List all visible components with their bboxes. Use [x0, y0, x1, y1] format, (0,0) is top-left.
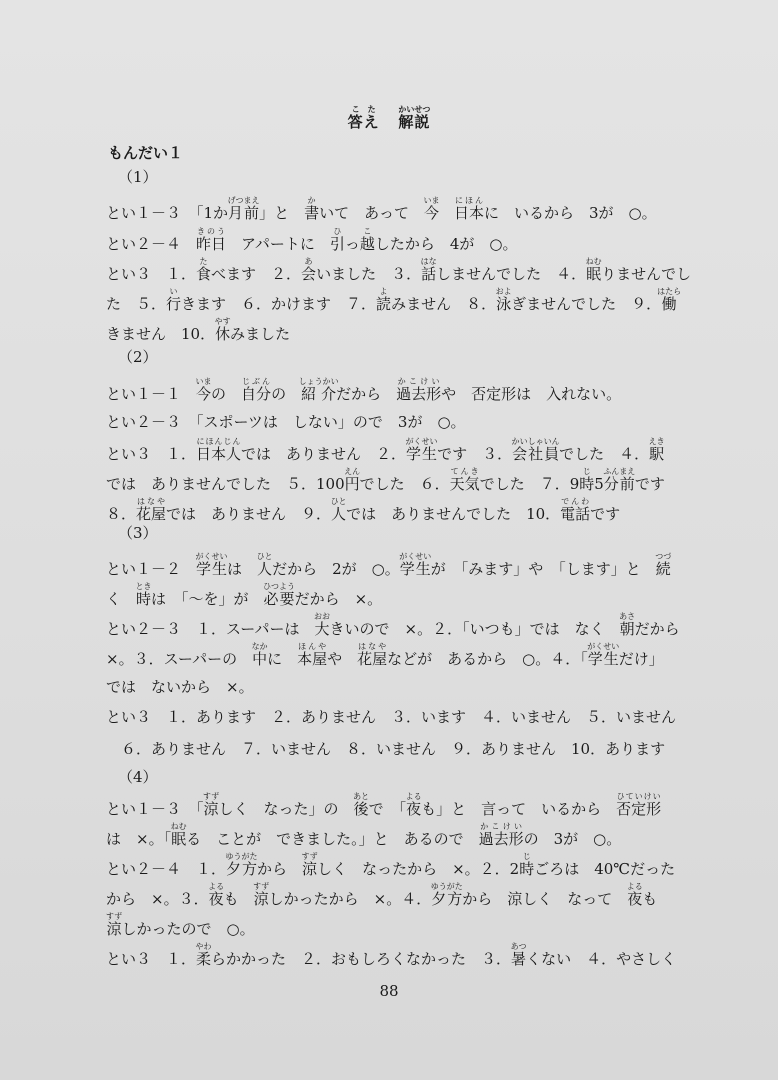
text-run: から [257, 860, 303, 878]
kanji-with-reading: 涼すず [301, 852, 318, 878]
answer-line [106, 377, 696, 409]
kanji-with-reading: 暑あつ [510, 942, 527, 968]
text-run: とい１－１ [106, 385, 197, 403]
title-explanation: 解説かいせつ [398, 104, 431, 131]
kanji-with-reading: 学生がくせい [195, 552, 228, 578]
kanji-with-reading: 昨日きのう [196, 227, 227, 253]
answer-line [106, 467, 696, 499]
text-run: く [106, 590, 137, 608]
text-run: から 涼しく なって [462, 890, 628, 908]
kanji-with-reading: 涼すず [106, 912, 123, 938]
text-run: です [590, 505, 621, 523]
kanji-with-reading: 夜よる [626, 882, 643, 908]
problem-heading: もんだい１ [108, 144, 184, 162]
kanji-with-reading: 今いま [195, 377, 212, 403]
kanji-with-reading: 越こ [359, 227, 375, 253]
answer-line [106, 942, 696, 974]
text-run: みません ８． [391, 295, 497, 313]
kanji-with-reading: 夕方ゆうがた [225, 852, 258, 878]
text-run: とい２－４ [106, 235, 197, 253]
answer-line [106, 552, 696, 584]
text-run: きます ６．かけます ７． [181, 295, 377, 313]
kanji-with-reading: 人ひと [256, 552, 273, 578]
text-run [439, 204, 454, 222]
answer-line [106, 287, 696, 319]
answer-line [106, 734, 696, 764]
text-run: とい２－３ 「スポーツは しない」ので 3が ○。 [106, 413, 466, 431]
kanji-with-reading: 会社員かいしゃいん [511, 437, 560, 463]
answer-line [106, 317, 696, 349]
page-title [0, 104, 778, 132]
text-run: です [634, 475, 665, 493]
kanji-with-reading: 中なか [251, 642, 268, 668]
text-run: とい３ １． [106, 950, 197, 968]
kanji-with-reading: 時じ [579, 467, 595, 493]
kanji-with-reading: 日本にほん [453, 196, 484, 222]
kanji-with-reading: 時じ [519, 852, 535, 878]
kanji-with-reading: 涼すず [253, 882, 270, 908]
text-run: きいので ×。２．「いつも」では なく [329, 620, 620, 638]
text-run: た ５． [106, 295, 167, 313]
kanji-with-reading: 大おお [314, 612, 331, 638]
text-run: だから ×。 [294, 590, 383, 608]
kanji-with-reading: 会あ [301, 257, 317, 283]
answer-line [106, 672, 696, 702]
kanji-with-reading: 必要ひつよう [263, 582, 296, 608]
kanji-with-reading: 後あと [353, 792, 370, 818]
kanji-with-reading: 日本人にほんじん [196, 437, 242, 463]
text-run: らかかった ２．おもしろくなかった ３． [211, 950, 512, 968]
text-run: ごろは 40℃だった [534, 860, 676, 878]
answer-line [106, 497, 696, 529]
kanji-with-reading: 読よ [376, 287, 392, 313]
text-run: も」と 言って いるから [421, 800, 617, 818]
text-run: ６．ありません ７．いません ８．いません ９．ありません 10．あります [106, 740, 666, 758]
text-run: したから 4が ○。 [374, 235, 518, 253]
text-run: いました ３． [316, 265, 422, 283]
text-run: る ことが できました。」と あるので [186, 830, 479, 848]
answer-line [106, 612, 696, 644]
kanji-with-reading: 話はな [420, 257, 437, 283]
answer-line [106, 582, 696, 614]
text-run: しく なった」の [218, 800, 354, 818]
text-run: だから [634, 620, 680, 638]
kanji-with-reading: 今いま [423, 196, 440, 222]
kanji-with-reading: 自分じぶん [241, 377, 272, 403]
text-run: ×。３．スーパーの [106, 650, 253, 668]
text-run: でした ７．9 [479, 475, 580, 493]
kanji-with-reading: 眠ねむ [585, 257, 602, 283]
text-run: 5 [594, 475, 604, 493]
text-run: きません 10． [106, 325, 216, 343]
section-label-2: （2） [118, 348, 158, 366]
kanji-with-reading: 駅えき [648, 437, 665, 463]
text-run: は ×。「 [106, 830, 172, 848]
text-run: しませんでした ４． [436, 265, 587, 283]
text-run: とい３ １．あります ２．ありません ３．います ４．いません ５．いません [106, 708, 677, 726]
text-run: が 「みます」や 「します」と [430, 560, 656, 578]
kanji-with-reading: 学生がくせい [405, 437, 438, 463]
text-run: などが あるから ○。４．「 [387, 650, 588, 668]
answer-line [106, 852, 696, 884]
answer-line [106, 407, 696, 437]
section-label-3: （3） [118, 524, 158, 542]
answer-line [106, 792, 696, 824]
kanji-with-reading: 行い [166, 287, 182, 313]
text-run: や 否定形は 入れない。 [441, 385, 622, 403]
kanji-with-reading: 本屋ほんや [297, 642, 328, 668]
answer-line [106, 912, 696, 944]
answer-line [106, 642, 696, 674]
text-run: べます ２． [211, 265, 302, 283]
answer-line [106, 227, 696, 259]
kanji-with-reading: 涼すず [202, 792, 220, 818]
kanji-with-reading: 書か [304, 196, 320, 222]
kanji-with-reading: 休やす [214, 317, 231, 343]
kanji-with-reading: 花屋はなや [136, 497, 167, 523]
kanji-with-reading: 過去形かこけい [478, 822, 524, 848]
kanji-with-reading: 円えん [344, 467, 361, 493]
kanji-with-reading: 働はたら [657, 287, 682, 313]
text-run: しかったから ×。４． [268, 890, 432, 908]
text-run: は [227, 560, 258, 578]
text-run: とい１－２ [106, 560, 197, 578]
text-run: とい２－４ １． [106, 860, 227, 878]
text-run: いて あって [319, 204, 424, 222]
answer-line [106, 882, 696, 914]
kanji-with-reading: 花屋はなや [357, 642, 388, 668]
kanji-with-reading: 天気てんき [449, 467, 480, 493]
text-run: は 「～を」が [151, 590, 264, 608]
kanji-with-reading: 引ひ [329, 227, 345, 253]
text-run: くない ４．やさしく [526, 950, 677, 968]
kanji-with-reading: 分前ふんまえ [603, 467, 636, 493]
answer-line [106, 257, 696, 289]
text-run: の 3が ○。 [523, 830, 622, 848]
kanji-with-reading: 泳およ [495, 287, 512, 313]
text-run: だから [336, 385, 397, 403]
text-run: です ３． [437, 445, 513, 463]
kanji-with-reading: 食た [196, 257, 212, 283]
text-run: とい３ １． [106, 265, 197, 283]
kanji-with-reading: 学生がくせい [399, 552, 432, 578]
kanji-with-reading: 柔やわ [195, 942, 212, 968]
text-run: でした ６． [359, 475, 450, 493]
text-run: に [267, 650, 298, 668]
answer-line [106, 196, 696, 228]
text-run: も [223, 890, 254, 908]
kanji-with-reading: 否定形ひていけい [616, 792, 662, 818]
text-run: みました [230, 325, 291, 343]
text-run: とい２－３ １．スーパーは [106, 620, 315, 638]
text-run: りませんでし [601, 265, 692, 283]
kanji-with-reading: 夜よる [208, 882, 225, 908]
text-run: では ありませんでした ５．100 [106, 475, 345, 493]
text-run: ８． [106, 505, 137, 523]
kanji-with-reading: 時とき [135, 582, 152, 608]
text-run: では ありません ２． [241, 445, 407, 463]
text-run: も [642, 890, 658, 908]
text-run: 」と [259, 204, 305, 222]
text-run: でした ４． [559, 445, 650, 463]
page-number: 88 [379, 982, 399, 1000]
kanji-with-reading: 夕方ゆうがた [430, 882, 463, 908]
answer-line [106, 822, 696, 854]
kanji-with-reading: 電話でんわ [560, 497, 591, 523]
kanji-with-reading: 眠ねむ [170, 822, 187, 848]
kanji-with-reading: 月前げつまえ [227, 196, 260, 222]
answer-line [106, 437, 696, 469]
section-label-1: （1） [118, 168, 158, 186]
kanji-with-reading: 続つづ [655, 552, 672, 578]
text-run: では ありませんでした 10． [346, 505, 561, 523]
text-run: とい１－３ 「1か [106, 204, 229, 222]
text-run: ぎませんでした ９． [511, 295, 662, 313]
title-answer: 答えこた [347, 104, 380, 131]
kanji-with-reading: 過去形かこけい [396, 377, 442, 403]
kanji-with-reading: 学生がくせい [587, 642, 620, 668]
text-run: っ [344, 235, 360, 253]
section-label-4: （4） [118, 768, 158, 786]
text-run: しかったので ○。 [121, 920, 255, 938]
text-run: や [327, 650, 358, 668]
text-run: だから 2が ○。 [272, 560, 400, 578]
text-run: とい１－３ 「 [106, 800, 204, 818]
kanji-with-reading: 人ひと [330, 497, 347, 523]
text-run: アパートに [226, 235, 330, 253]
text-run: で 「 [368, 800, 407, 818]
text-run: とい３ １． [106, 445, 197, 463]
text-run: に いるから 3が ○。 [484, 204, 657, 222]
text-run: だけ」 [618, 650, 664, 668]
text-run: の [271, 385, 302, 403]
answer-line [106, 702, 696, 732]
kanji-with-reading: 夜よる [405, 792, 422, 818]
kanji-with-reading: 朝あさ [619, 612, 636, 638]
kanji-with-reading: 紹介しょうかい [298, 377, 339, 403]
text-run: では ないから ×。 [106, 678, 254, 696]
text-run: では ありません ９． [166, 505, 332, 523]
text-run: の [211, 385, 242, 403]
text-run: から ×。３． [106, 890, 209, 908]
text-run: しく なったから ×。２．2 [317, 860, 520, 878]
